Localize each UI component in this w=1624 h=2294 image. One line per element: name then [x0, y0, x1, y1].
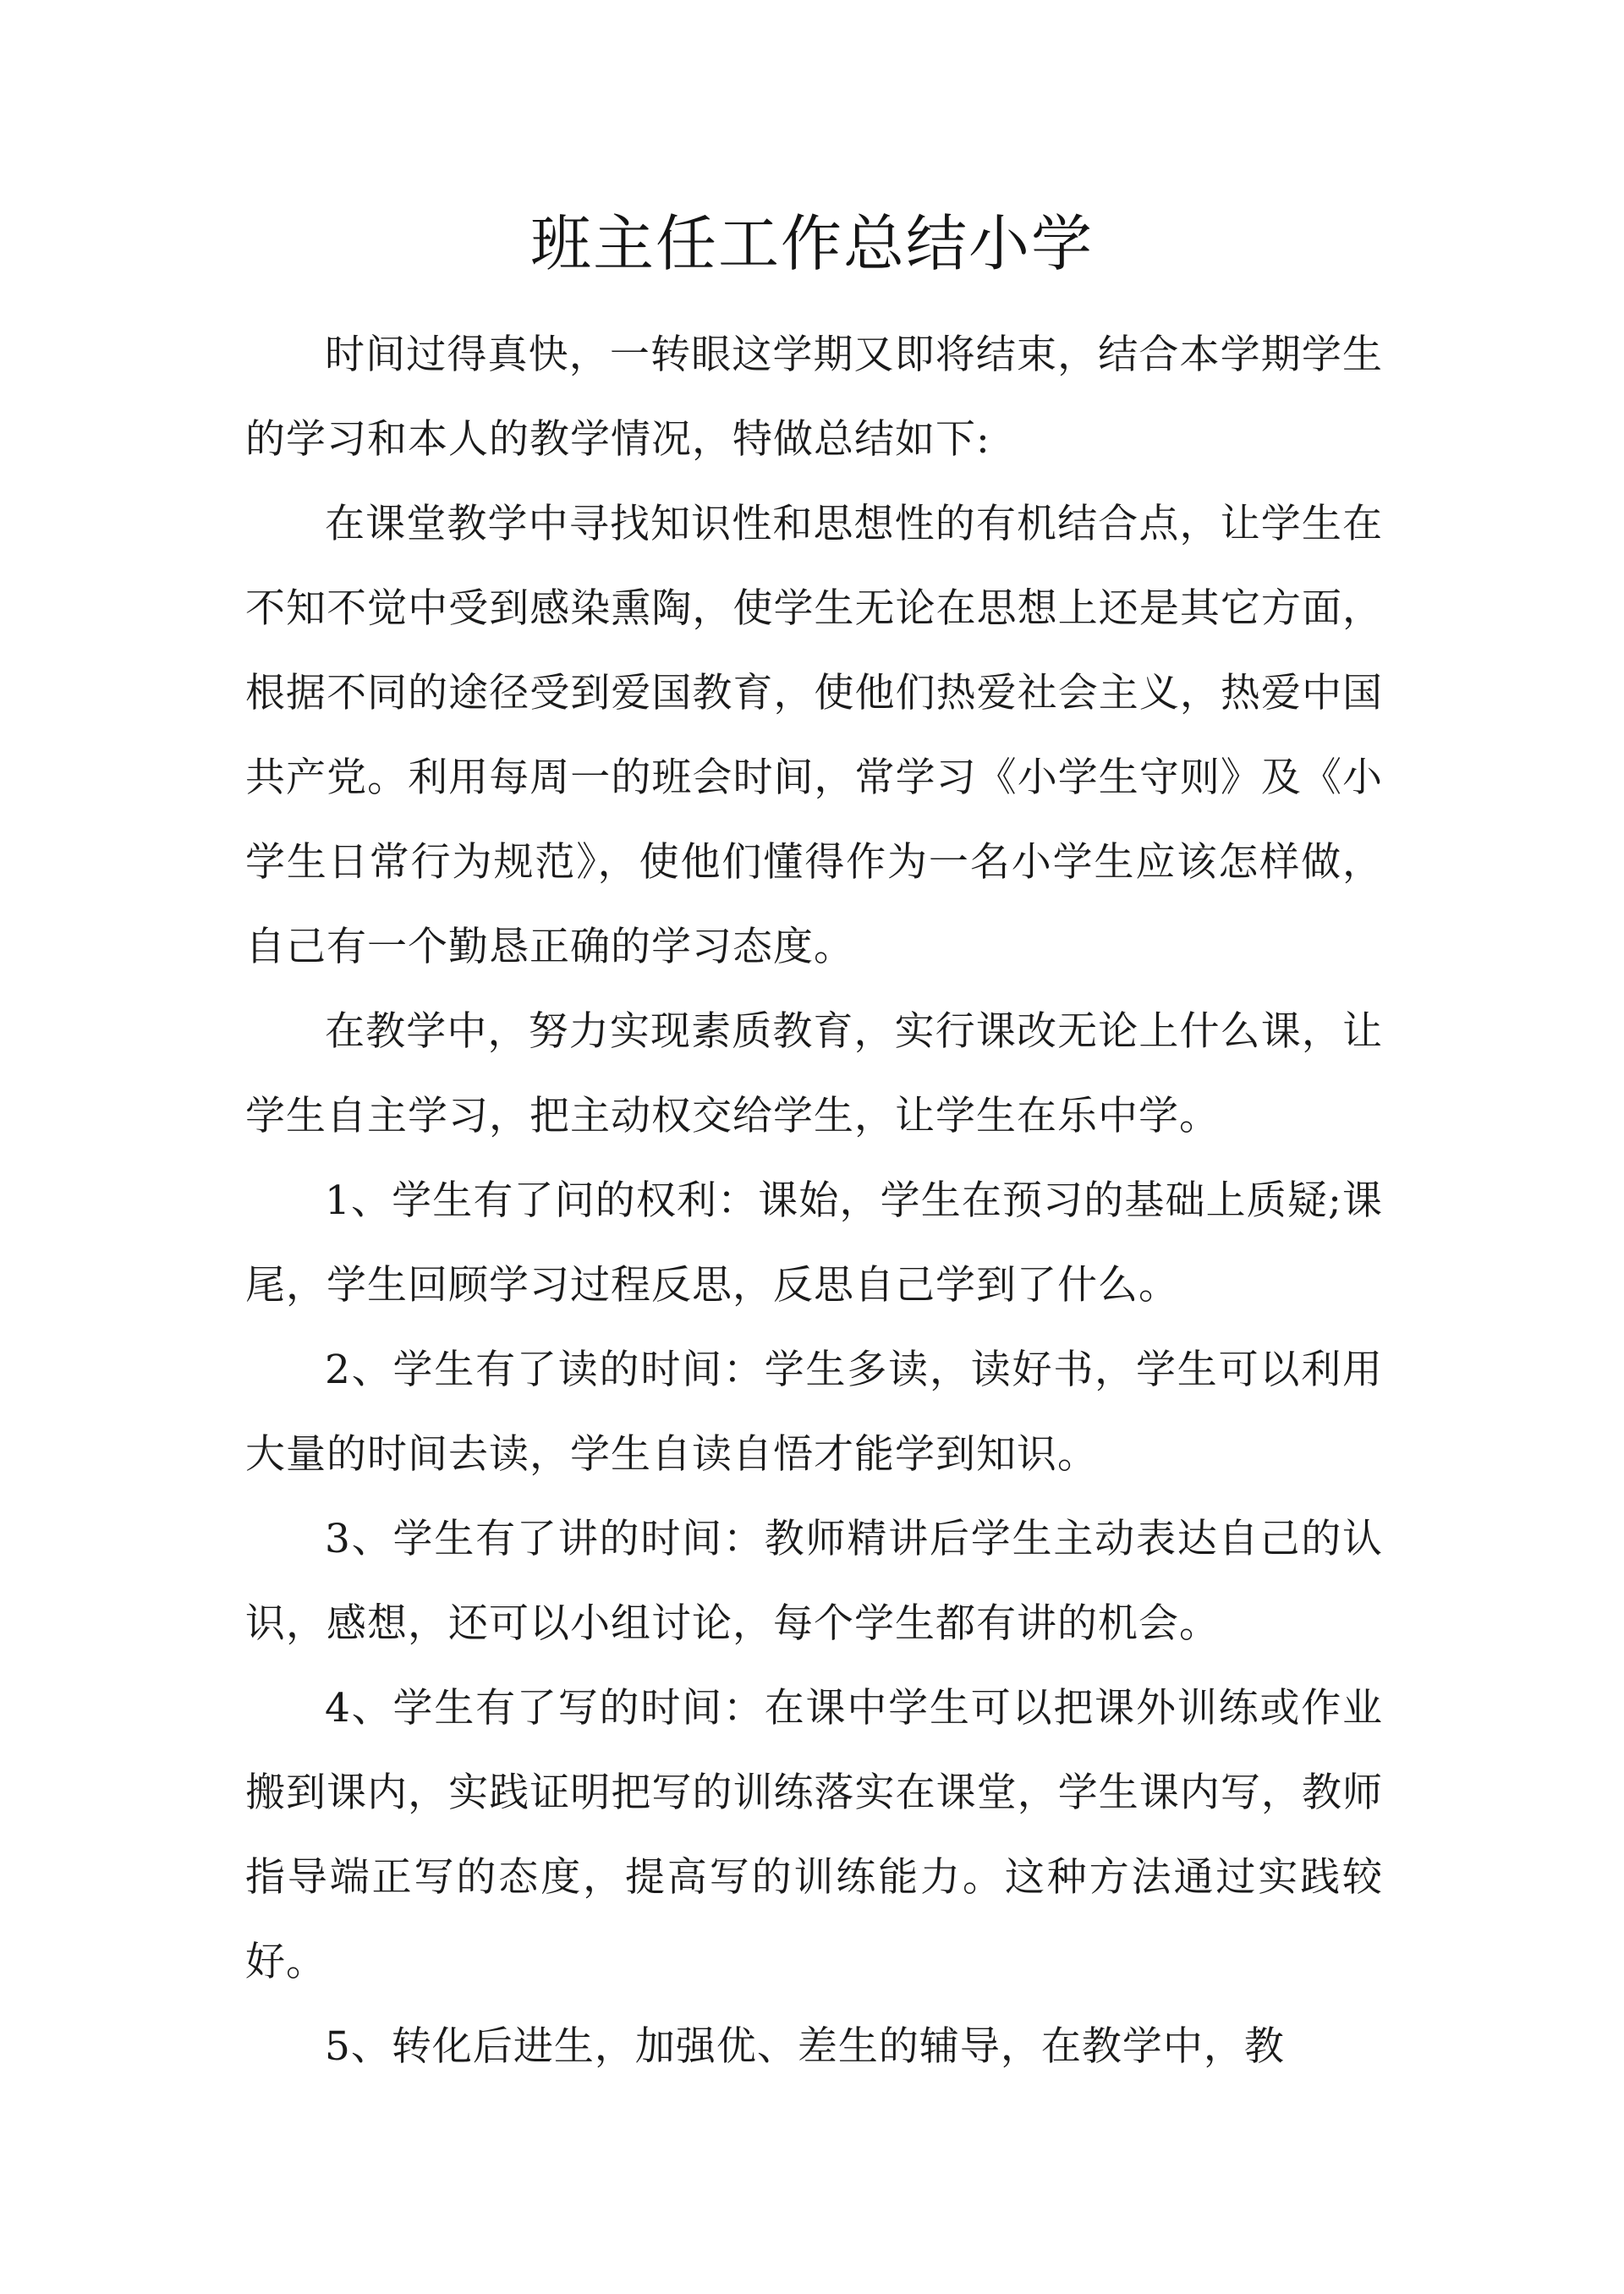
document-title: 班主任工作总结小学 [529, 208, 1094, 279]
paragraph-quality-education: 在教学中，努力实现素质教育，实行课改无论上什么课，让学生自主学习，把主动权交给学生，让学生在乐中学。 [245, 1008, 1383, 1139]
paragraph-item-3: 3、学生有了讲的时间：教师精讲后学生主动表达自己的认识，感想，还可以小组讨论，每个学生都有讲的机会。 [245, 1516, 1383, 1647]
paragraph-item-2: 2、学生有了读的时间：学生多读，读好书，学生可以利用大量的时间去读，学生自读自悟才能学到知识。 [245, 1347, 1383, 1478]
paragraph-item-1: 1、学生有了问的权利：课始，学生在预习的基础上质疑;课尾，学生回顾学习过程反思，反思自己学到了什么。 [245, 1177, 1383, 1309]
document-body [245, 313, 1383, 2089]
paragraph-moral-education: 在课堂教学中寻找知识性和思想性的有机结合点，让学生在不知不觉中受到感染熏陶，使学生无论在思想上还是其它方面，根据不同的途径受到爱国教育，使他们热爱社会主义，热爱中国共产党。利用每周一的班会时间，常学习《小学生守则》及《小学生日常行为规范》，使他们懂得作为一名小学生应该怎样做，自己有一个勤恳正确的学习态度。 [245, 501, 1383, 970]
paragraph-intro: 时间过得真快，一转眼这学期又即将结束，结合本学期学生的学习和本人的教学情况，特做总结如下: [245, 332, 1383, 463]
paragraph-item-4: 4、学生有了写的时间：在课中学生可以把课外训练或作业搬到课内，实践证明把写的训练落实在课堂，学生课内写，教师指导端正写的态度，提高写的训练能力。这种方法通过实践较好。 [245, 1685, 1383, 1985]
paragraph-item-5: 5、转化后进生，加强优、差生的辅导，在教学中，教 [325, 2023, 1285, 2070]
